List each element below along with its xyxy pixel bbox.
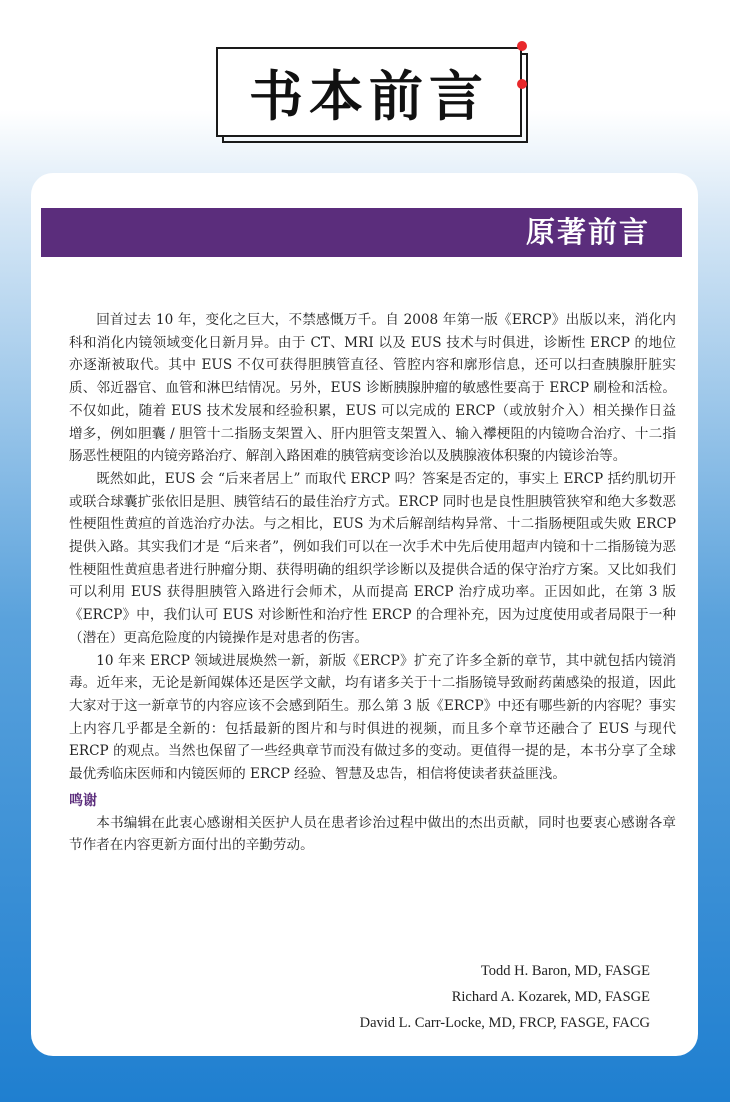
paragraph-1: 回首过去 10 年，变化之巨大，不禁感慨万千。自 2008 年第一版《ERCP》出版以来，消化内科和消化内镜领域变化日新月异。由于 CT、MRI 以及 EUS 技术与时俱进，诊断性 ERCP 的地位亦逐渐被取代。其中 EUS 不仅可获得胆胰管直径、管腔内容和廓形信息，还可以扫查胰腺肝脏实质、邻近器官、血管和淋巴结情况。另外，EUS 诊断胰腺肿瘤的敏感性要高于 ERCP 刷检和活检。不仅如此，随着 EUS 技术发展和经验积累，EUS 可以完成的 ERCP（或放射介入）相关操作日益增多，例如胆囊 / 胆管十二指肠支架置入、肝内胆管支架置入、输入襻梗阻的内镜吻合治疗、十二指肠恶性梗阻的内镜旁路治疗、解剖入路困难的胰管病变诊治以及胰腺液体积聚的内镜诊治等。	[69, 312, 676, 465]
paragraph-3: 10 年来 ERCP 领域进展焕然一新，新版《ERCP》扩充了许多全新的章节，其中就包括内镜消毒。近年来，无论是新闻媒体还是医学文献，均有诸多关于十二指肠镜导致耐药菌感染的报道，因此大家对于这一新章节的内容应该不会感到陌生。那么第 3 版《ERCP》中还有哪些新的内容呢？事实上内容几乎都是全新的：包括最新的图片和与时俱进的视频，而且多个章节还融合了 EUS 与现代 ERCP 的观点。当然也保留了一些经典章节而没有做过多的变动。更值得一提的是，本书分享了全球最优秀临床医师和内镜医师的 ERCP 经验、智慧及忠告，相信将使读者获益匪浅。	[69, 652, 676, 783]
signature-block	[360, 958, 650, 1036]
signature-2: Richard A. Kozarek, MD, FASGE	[451, 989, 650, 1005]
signature-1: Todd H. Baron, MD, FASGE	[480, 963, 650, 979]
page-title: 书本前言	[249, 64, 489, 128]
preface-body	[69, 309, 676, 857]
section-banner	[41, 208, 682, 257]
acknowledgement-paragraph: 本书编辑在此衷心感谢相关医护人员在患者诊治过程中做出的杰出贡献，同时也要衷心感谢各章节作者在内容更新方面付出的辛勤劳动。	[69, 814, 676, 854]
acknowledgement-heading: 鸣谢	[69, 792, 97, 809]
paragraph-2: 既然如此，EUS 会 “后来者居上” 而取代 ERCP 吗？答案是否定的，事实上 ERCP 括约肌切开或联合球囊扩张依旧是胆、胰管结石的最佳治疗方式。ERCP 同时也是良性胆胰管狭窄和绝大多数恶性梗阻性黄疸的首选治疗办法。与之相比，EUS 为术后解剖结构异常、十二指肠梗阻或失败 ERCP 提供入路。其实我们才是 “后来者”，例如我们可以在一次手术中先后使用超声内镜和十二指肠镜为恶性梗阻性黄疸患者进行肿瘤分期、获得明确的组织学诊断以及提供合适的保守治疗方案。又比如我们可以利用 EUS 获得胆胰管入路进行会师术，从而提高 ERCP 治疗成功率。正因如此，在第 3 版《ERCP》中，我们认可 EUS 对诊断性和治疗性 ERCP 的合理补充，因为过度使用或者局限于一种（潜在）更高危险度的内镜操作是对患者的伤害。	[69, 470, 676, 646]
content-card	[31, 173, 698, 1056]
title-box	[216, 47, 522, 137]
red-dot-top	[517, 41, 527, 51]
banner-title: 原著前言	[525, 215, 650, 249]
red-dot-middle	[517, 79, 527, 89]
signature-3: David L. Carr-Locke, MD, FRCP, FASGE, FACG	[359, 1015, 650, 1031]
